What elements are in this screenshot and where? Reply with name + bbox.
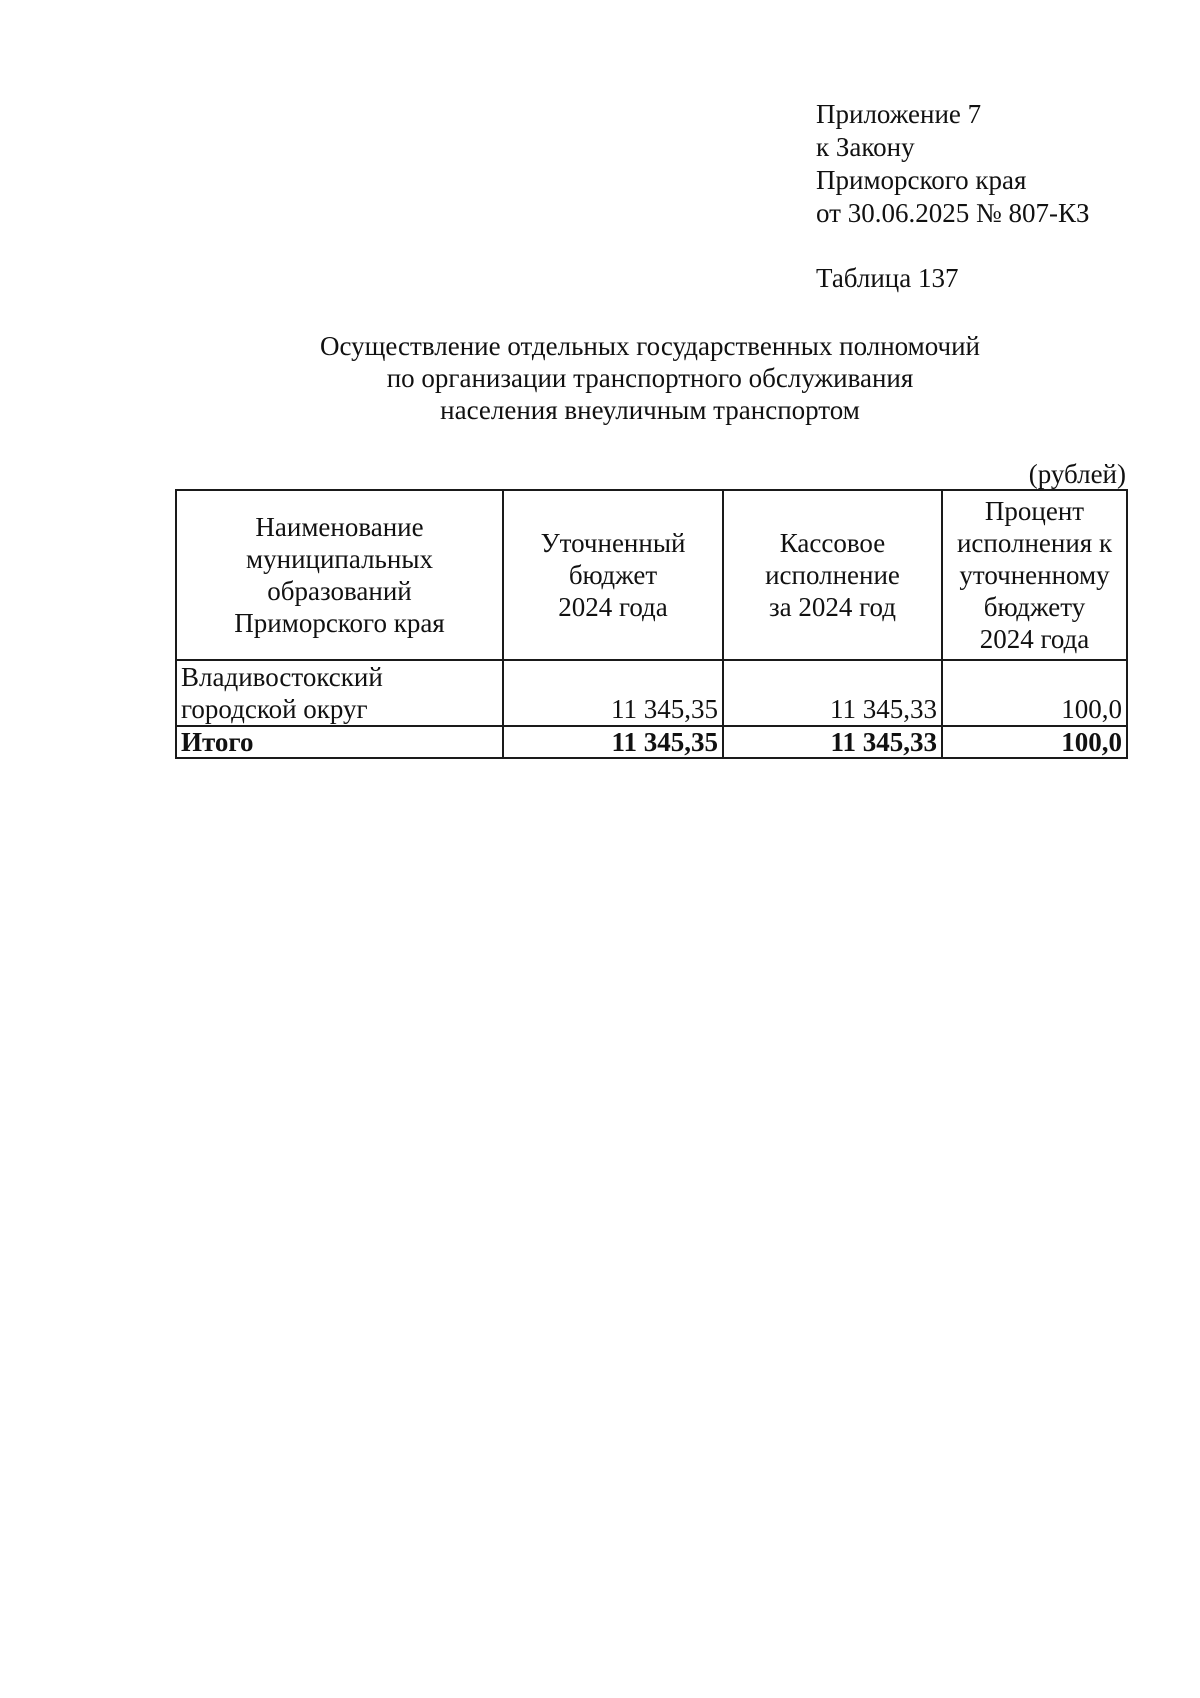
- annex-law-ref: к Закону: [816, 132, 915, 162]
- percent-cell: 100,0: [942, 660, 1127, 726]
- municipality-name-cell: Владивостокский городской округ: [176, 660, 503, 726]
- title-line: Осуществление отдельных государственных полномочий: [319, 331, 980, 361]
- total-row: [176, 726, 1127, 758]
- annex-law-date: от 30.06.2025 № 807-КЗ: [816, 198, 1090, 228]
- header-budget: Уточненный бюджет 2024 года: [503, 490, 723, 660]
- title-line: населения внеуличным транспортом: [440, 395, 860, 425]
- execution-cell: 11 345,33: [723, 660, 942, 726]
- header-percent: Процент исполнения к уточненному бюджету 2024 года: [942, 490, 1127, 660]
- budget-table: [175, 489, 1128, 759]
- annex-header: [816, 98, 1089, 230]
- units-label: (рублей): [1028, 459, 1126, 489]
- document-title: [175, 330, 1125, 426]
- title-line: по организации транспортного обслуживания: [386, 363, 914, 393]
- table-row: [176, 660, 1127, 726]
- total-label: Итого: [176, 726, 503, 758]
- total-percent-cell: 100,0: [942, 726, 1127, 758]
- annex-number: Приложение 7: [816, 99, 982, 129]
- budget-cell: 11 345,35: [503, 660, 723, 726]
- header-execution: Кассовое исполнение за 2024 год: [723, 490, 942, 660]
- table-header-row: [176, 490, 1127, 660]
- annex-region: Приморского края: [816, 165, 1027, 195]
- total-execution-cell: 11 345,33: [723, 726, 942, 758]
- table-number: Таблица 137: [816, 263, 959, 293]
- header-municipality: Наименование муниципальных образований Приморского края: [176, 490, 503, 660]
- total-budget-cell: 11 345,35: [503, 726, 723, 758]
